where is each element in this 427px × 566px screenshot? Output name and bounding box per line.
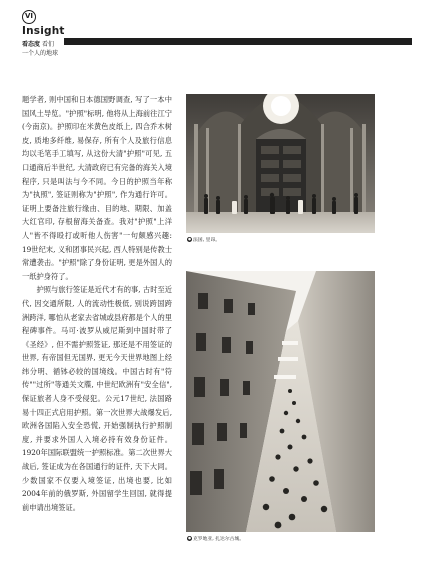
church-photo-caption: ● 法国, 里昂。 [187, 237, 221, 243]
old-town-street-image [186, 271, 375, 532]
street-photo-caption: ● 克罗地亚, 扎达尔古城。 [187, 536, 245, 542]
body-paragraph-2: 护照与旅行签证是近代才有的事, 古时至近代, 因交通所限, 人的流动性极低, 别说跨国跨洲跨洋, 哪怕从老家去省城或县府都是个人的里程碑事件。马可·波罗从威尼斯到中国时带了《圣经》, 但不需护照签证, 那还是不用签证的世界, 有帝国但无国界, 更无今天世界地图上经纬分明、循钵必较的国境线。中国古时有"符传""过所"等通关文牒, 中世纪欧洲有"安全信", 保证旅者人身不受侵犯。公元17世纪, 法国路易十四正式启用护照。第一次世界大战爆发后, 欧洲各国陷入安全恐慌, 开始强制执行护照制度, 并要求外国人入境必持有效身份证件。1920年国际联盟统一护照标准。第二次世界大战后, 签证成为在各国通行的证件, 天下大同。少数国家不仅要入境签证, 出境也要, 比如2004年前的俄罗斯, 外国留学生回国, 就得提前申请出境签证。 [22, 285, 172, 512]
column-tagline: 一个人的地球 [22, 50, 59, 57]
old-town-street-photo [186, 271, 375, 532]
section-title: Insight [22, 25, 65, 37]
column-name [22, 39, 54, 48]
article-body [22, 93, 172, 514]
camera-icon: ● [187, 536, 192, 540]
body-paragraph-1: 题学者, 则中国和日本德国野调查, 写了一本中国风土导览。"护照"标明, 他将从上海前往江宁(今南京)。护照印在米黄色皮纸上, 四合乔木树皮, 质地多纤维, 易保存, 所有个人及旅行信息均以毛笔手工填写, 从这份大清"护照"可见, 五口通商后半世纪, 大清政府已有完备的海关入境程序, 只是叫法与今不同。今日的护照当年称为"执照", 签证则称为"护照", 作为通行许可。证明上要备注旅行缘由、目的地、期限、加盖大红官印, 存根留海关备查。我对"护照"上洋人"皆不得殴打或听他人伤害"一句颇感兴趣: 19世纪末, 义和团事民兴起, 西人特别是传教士常遭袭击。"护照"除了身份证明, 更是外国人的一纸护身符了。 [22, 95, 172, 281]
camera-icon: ● [187, 237, 192, 241]
page-header [22, 10, 412, 66]
church-portal-image [186, 94, 375, 233]
page-number-badge: VI [22, 10, 36, 24]
header-rule [64, 38, 412, 45]
church-portal-photo [186, 94, 375, 233]
column-name-bold: 看态度 [22, 41, 41, 48]
column-name-rest: 看们 [41, 41, 54, 48]
